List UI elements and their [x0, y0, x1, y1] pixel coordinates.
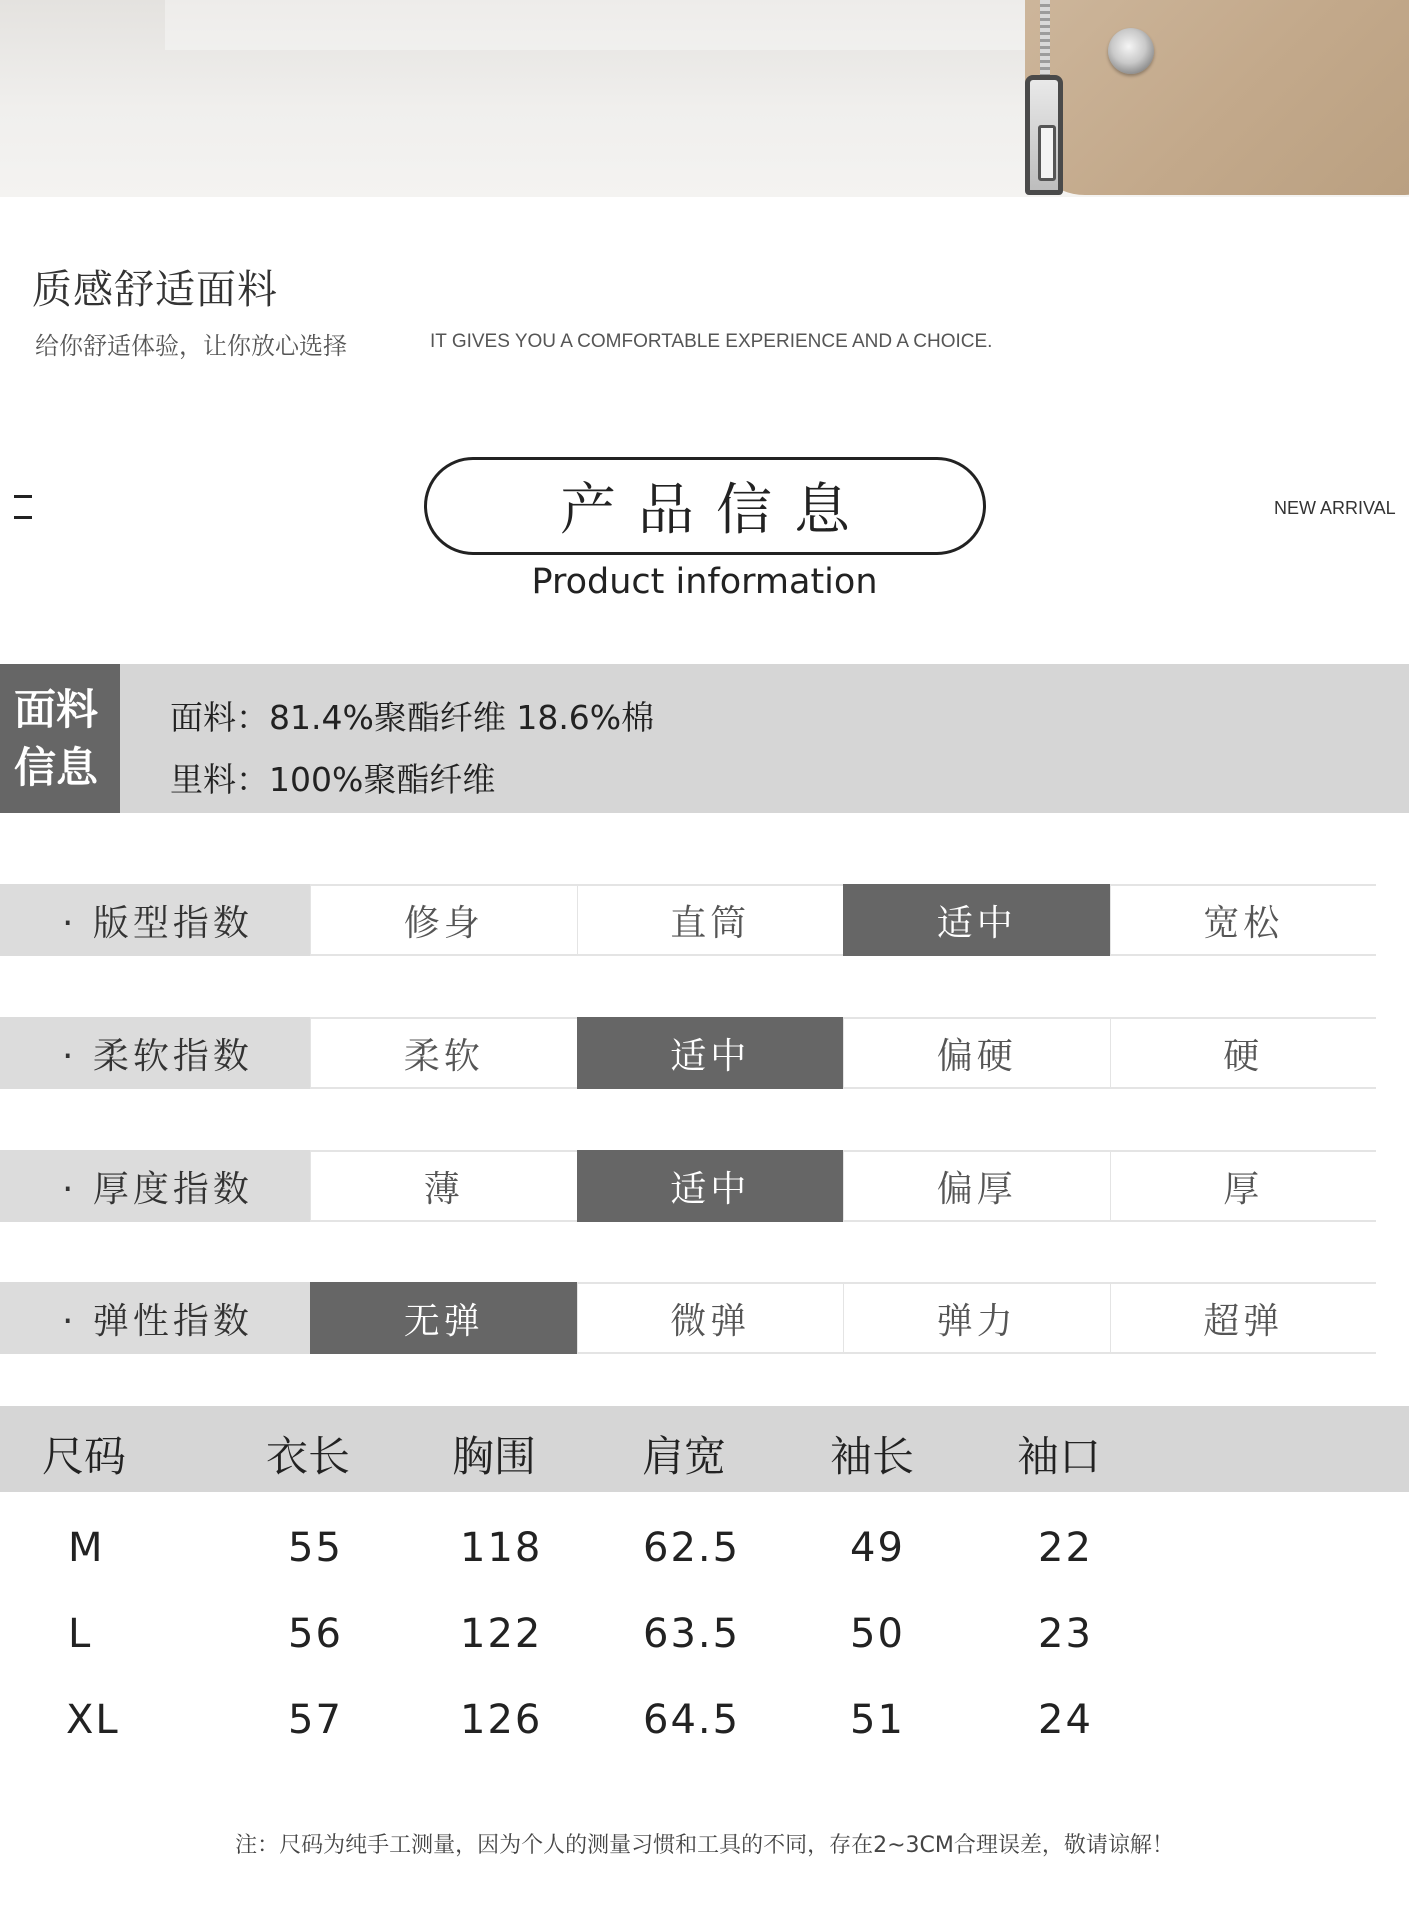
size-cell: L	[68, 1611, 93, 1657]
size-cell: 122	[460, 1611, 543, 1657]
size-header-cell: 袖口	[1017, 1432, 1102, 1481]
size-cell: 63.5	[643, 1611, 741, 1657]
size-cell: 55	[288, 1525, 343, 1571]
size-table-header	[0, 1406, 1409, 1492]
fabric-info-block	[0, 664, 1409, 813]
size-cell: 49	[850, 1525, 905, 1571]
index-label: · 柔软指数	[0, 1017, 310, 1089]
intro-subtitle-en: IT GIVES YOU A COMFORTABLE EXPERIENCE AND A CHOICE.	[430, 331, 993, 352]
size-cell: 22	[1038, 1525, 1093, 1571]
size-header-cell: 衣长	[266, 1432, 351, 1481]
index-option: 适中	[577, 1017, 844, 1089]
index-option: 超弹	[1110, 1282, 1377, 1354]
size-cell: 24	[1038, 1697, 1093, 1743]
snap-button-icon	[1108, 28, 1154, 74]
index-label: · 厚度指数	[0, 1150, 310, 1222]
index-option: 适中	[577, 1150, 844, 1222]
size-cell: 57	[288, 1697, 343, 1743]
index-option: 弹力	[843, 1282, 1110, 1354]
jacket-fabric	[1025, 0, 1409, 195]
index-row-fit	[0, 884, 1376, 956]
size-cell: XL	[66, 1697, 120, 1743]
section-title-pill	[424, 457, 986, 555]
index-option: 偏硬	[843, 1017, 1110, 1089]
banner-photo	[0, 0, 1409, 197]
index-option: 柔软	[310, 1017, 577, 1089]
index-option: 直筒	[577, 884, 844, 956]
index-label: · 版型指数	[0, 884, 310, 956]
index-row-softness	[0, 1017, 1376, 1089]
index-row-elasticity	[0, 1282, 1376, 1354]
index-option: 宽松	[1110, 884, 1377, 956]
size-cell: 51	[850, 1697, 905, 1743]
new-arrival-label: NEW ARRIVAL	[1274, 498, 1396, 518]
size-header-cell: 肩宽	[642, 1432, 727, 1481]
zipper-pull-icon	[1025, 75, 1063, 195]
index-option: 薄	[310, 1150, 577, 1222]
size-cell: M	[68, 1525, 105, 1571]
index-option: 硬	[1110, 1017, 1377, 1089]
index-option: 偏厚	[843, 1150, 1110, 1222]
intro-subtitle-cn: 给你舒适体验，让你放心选择	[35, 332, 347, 360]
fabric-info-label	[0, 664, 120, 813]
index-row-thickness	[0, 1150, 1376, 1222]
size-cell: 126	[460, 1697, 543, 1743]
size-header-cell: 胸围	[452, 1432, 537, 1481]
size-cell: 56	[288, 1611, 343, 1657]
equals-mark-icon	[14, 495, 32, 519]
index-option: 微弹	[577, 1282, 844, 1354]
fabric-outer: 面料：81.4%聚酯纤维 18.6%棉	[170, 698, 655, 737]
size-cell: 64.5	[643, 1697, 741, 1743]
section-title: 产品信息	[560, 478, 872, 543]
index-label: · 弹性指数	[0, 1282, 310, 1354]
index-option: 厚	[1110, 1150, 1377, 1222]
size-cell: 118	[460, 1525, 543, 1571]
measurement-note: 注：尺码为纯手工测量，因为个人的测量习惯和工具的不同，存在2~3CM合理误差，敬请谅解！	[235, 1833, 1174, 1858]
index-option: 适中	[843, 884, 1110, 956]
size-cell: 62.5	[643, 1525, 741, 1571]
index-option: 无弹	[310, 1282, 577, 1354]
size-cell: 23	[1038, 1611, 1093, 1657]
section-subtitle: Product information	[531, 562, 878, 602]
intro-title: 质感舒适面料	[32, 267, 278, 313]
index-option: 修身	[310, 884, 577, 956]
size-header-cell: 袖长	[830, 1432, 915, 1481]
fabric-label-line2: 信息	[14, 742, 99, 792]
fabric-lining: 里料：100%聚酯纤维	[170, 760, 496, 799]
size-cell: 50	[850, 1611, 905, 1657]
zipper-track	[1040, 0, 1050, 80]
fabric-label-line1: 面料	[14, 684, 99, 734]
size-header-cell: 尺码	[42, 1432, 127, 1481]
